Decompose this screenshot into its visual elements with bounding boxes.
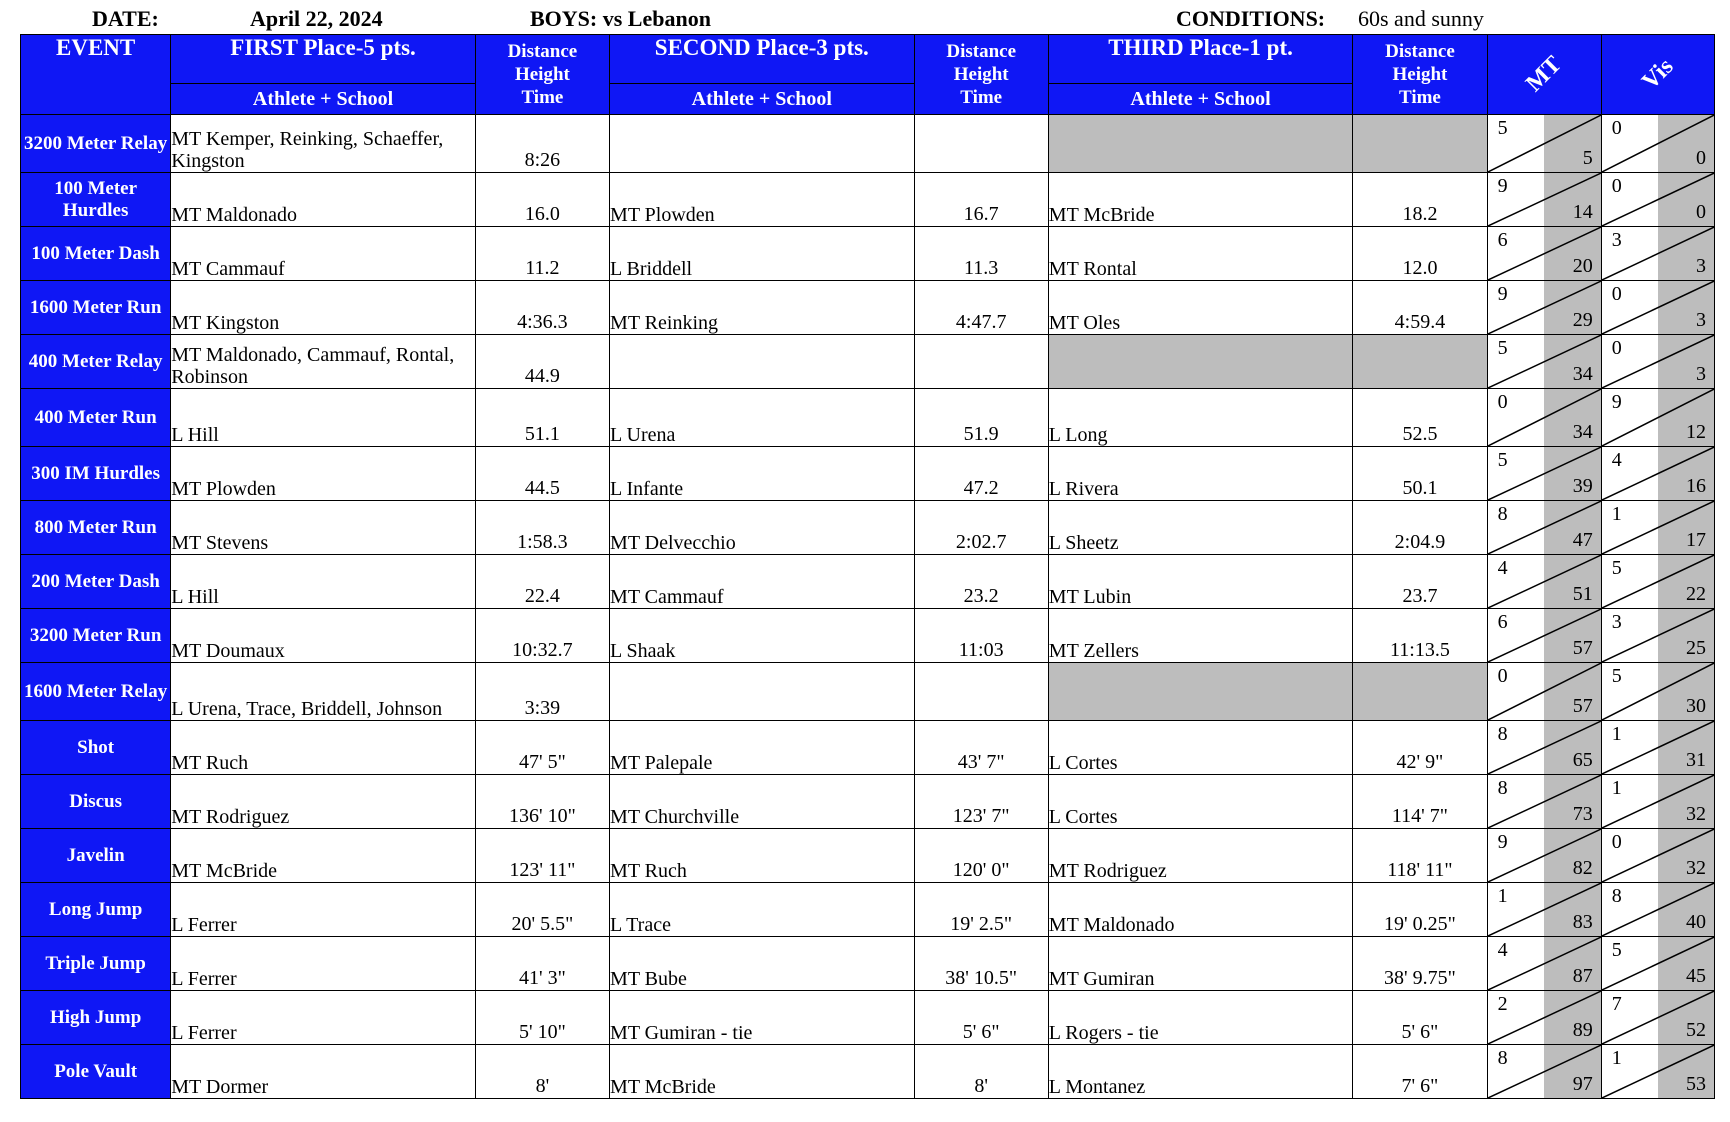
event-points: 0: [1611, 337, 1622, 359]
home-score: [1487, 281, 1601, 335]
home-score: [1487, 501, 1601, 555]
home-score: [1487, 389, 1601, 447]
running-total: 32: [1686, 857, 1706, 879]
second-athlete: MT Delvecchio: [610, 501, 915, 555]
third-mark: 50.1: [1353, 447, 1487, 501]
event-points: 3: [1611, 229, 1622, 251]
table-row: [21, 609, 1715, 663]
first-athlete: MT McBride: [171, 829, 476, 883]
visitor-score: [1601, 173, 1714, 227]
event-name: High Jump: [21, 991, 171, 1045]
event-points: 6: [1497, 611, 1508, 633]
first-mark: 22.4: [475, 555, 609, 609]
first-athlete: MT Kemper, Reinking, Schaeffer, Kingston: [171, 115, 476, 173]
event-points: 9: [1497, 283, 1508, 305]
second-athlete: [610, 663, 915, 721]
third-athlete: MT Rontal: [1048, 227, 1353, 281]
third-athlete: [1048, 335, 1353, 389]
header-second-mark: Distance Height Time: [914, 35, 1048, 115]
third-athlete: L Rivera: [1048, 447, 1353, 501]
running-total: 53: [1686, 1073, 1706, 1095]
first-mark: 20' 5.5": [475, 883, 609, 937]
meet-title: BOYS: vs Lebanon: [530, 6, 711, 31]
table-row: [21, 663, 1715, 721]
second-athlete: MT Reinking: [610, 281, 915, 335]
home-score: [1487, 663, 1601, 721]
event-points: 1: [1497, 885, 1508, 907]
header-first: FIRST Place-5 pts.: [171, 35, 476, 84]
third-mark: 2:04.9: [1353, 501, 1487, 555]
second-athlete: MT Palepale: [610, 721, 915, 775]
first-mark: 3:39: [475, 663, 609, 721]
third-mark: [1353, 335, 1487, 389]
running-total: 47: [1572, 529, 1593, 551]
running-total: 20: [1572, 255, 1593, 277]
event-points: 4: [1497, 557, 1508, 579]
running-total: 22: [1686, 583, 1706, 605]
first-mark: 16.0: [475, 173, 609, 227]
running-total: 73: [1572, 803, 1593, 825]
event-name: Discus: [21, 775, 171, 829]
third-athlete: [1048, 115, 1353, 173]
visitor-score: [1601, 447, 1714, 501]
third-mark: 7' 6": [1353, 1045, 1487, 1099]
third-mark: 52.5: [1353, 389, 1487, 447]
first-mark: 4:36.3: [475, 281, 609, 335]
running-total: 30: [1686, 695, 1706, 717]
table-row: [21, 227, 1715, 281]
table-row: [21, 991, 1715, 1045]
running-total: 34: [1572, 363, 1593, 385]
first-mark: 123' 11": [475, 829, 609, 883]
first-athlete: MT Maldonado, Cammauf, Rontal, Robinson: [171, 335, 476, 389]
first-mark: 8:26: [475, 115, 609, 173]
event-points: 1: [1611, 503, 1622, 525]
header-visitor-team: Vis: [1601, 35, 1714, 115]
event-name: 3200 Meter Run: [21, 609, 171, 663]
first-athlete: L Ferrer: [171, 937, 476, 991]
second-mark: 51.9: [914, 389, 1048, 447]
second-athlete: MT Bube: [610, 937, 915, 991]
event-name: 800 Meter Run: [21, 501, 171, 555]
visitor-score: [1601, 501, 1714, 555]
table-row: [21, 501, 1715, 555]
table-row: [21, 555, 1715, 609]
event-name: Pole Vault: [21, 1045, 171, 1099]
header-first-mark: Distance Height Time: [475, 35, 609, 115]
event-points: 5: [1497, 117, 1508, 139]
third-athlete: MT Maldonado: [1048, 883, 1353, 937]
home-score: [1487, 1045, 1601, 1099]
visitor-score: [1601, 1045, 1714, 1099]
running-total: 82: [1572, 857, 1593, 879]
second-athlete: L Urena: [610, 389, 915, 447]
third-mark: 11:13.5: [1353, 609, 1487, 663]
third-mark: 12.0: [1353, 227, 1487, 281]
visitor-score: [1601, 609, 1714, 663]
running-total: 25: [1686, 637, 1706, 659]
third-athlete: MT Rodriguez: [1048, 829, 1353, 883]
first-athlete: MT Maldonado: [171, 173, 476, 227]
second-mark: 123' 7": [914, 775, 1048, 829]
running-total: 89: [1572, 1019, 1593, 1041]
running-total: 83: [1572, 911, 1593, 933]
conditions-value: 60s and sunny: [1358, 6, 1484, 31]
second-athlete: MT Gumiran - tie: [610, 991, 915, 1045]
second-athlete: [610, 335, 915, 389]
visitor-score: [1601, 991, 1714, 1045]
event-points: 6: [1497, 229, 1508, 251]
visitor-score: [1601, 829, 1714, 883]
event-name: Long Jump: [21, 883, 171, 937]
table-row: [21, 721, 1715, 775]
visitor-score: [1601, 281, 1714, 335]
event-name: 3200 Meter Relay: [21, 115, 171, 173]
second-athlete: MT Ruch: [610, 829, 915, 883]
header-athlete-first: Athlete + School: [171, 84, 476, 115]
event-points: 8: [1497, 1047, 1508, 1069]
first-mark: 8': [475, 1045, 609, 1099]
visitor-score: [1601, 227, 1714, 281]
running-total: 39: [1572, 475, 1593, 497]
table-row: [21, 447, 1715, 501]
running-total: 3: [1696, 309, 1706, 331]
third-mark: 118' 11": [1353, 829, 1487, 883]
second-athlete: MT Plowden: [610, 173, 915, 227]
date-value: April 22, 2024: [250, 6, 383, 31]
running-total: 16: [1686, 475, 1706, 497]
conditions-label: CONDITIONS:: [1176, 6, 1326, 31]
event-points: 4: [1611, 449, 1622, 471]
running-total: 51: [1572, 583, 1593, 605]
second-mark: [914, 663, 1048, 721]
running-total: 3: [1696, 363, 1706, 385]
table-row: [21, 1045, 1715, 1099]
second-mark: 38' 10.5": [914, 937, 1048, 991]
first-athlete: MT Plowden: [171, 447, 476, 501]
event-points: 9: [1611, 391, 1622, 413]
event-points: 8: [1611, 885, 1622, 907]
first-athlete: L Hill: [171, 389, 476, 447]
third-mark: 38' 9.75": [1353, 937, 1487, 991]
table-row: [21, 775, 1715, 829]
running-total: 0: [1696, 147, 1706, 169]
first-athlete: MT Ruch: [171, 721, 476, 775]
table-row: [21, 937, 1715, 991]
event-points: 7: [1611, 993, 1622, 1015]
visitor-score: [1601, 937, 1714, 991]
second-athlete: MT Churchville: [610, 775, 915, 829]
third-athlete: MT Lubin: [1048, 555, 1353, 609]
event-points: 5: [1497, 449, 1508, 471]
event-name: 400 Meter Relay: [21, 335, 171, 389]
home-score: [1487, 883, 1601, 937]
first-mark: 1:58.3: [475, 501, 609, 555]
first-athlete: MT Doumaux: [171, 609, 476, 663]
third-athlete: L Cortes: [1048, 775, 1353, 829]
home-score: [1487, 991, 1601, 1045]
first-athlete: MT Dormer: [171, 1045, 476, 1099]
header-home-team: MT: [1487, 35, 1601, 115]
event-name: 100 Meter Dash: [21, 227, 171, 281]
event-name: 300 IM Hurdles: [21, 447, 171, 501]
second-mark: [914, 115, 1048, 173]
event-points: 0: [1611, 117, 1622, 139]
event-points: 0: [1497, 391, 1508, 413]
third-mark: 114' 7": [1353, 775, 1487, 829]
running-total: 32: [1686, 803, 1706, 825]
second-athlete: L Briddell: [610, 227, 915, 281]
event-name: 100 Meter Hurdles: [21, 173, 171, 227]
header-third-mark: Distance Height Time: [1353, 35, 1487, 115]
second-mark: 16.7: [914, 173, 1048, 227]
event-name: Shot: [21, 721, 171, 775]
first-mark: 10:32.7: [475, 609, 609, 663]
event-points: 3: [1611, 611, 1622, 633]
results-table: [20, 34, 1715, 1099]
visitor-score: [1601, 883, 1714, 937]
visitor-score: [1601, 663, 1714, 721]
running-total: 57: [1572, 637, 1593, 659]
visitor-score: [1601, 389, 1714, 447]
event-points: 8: [1497, 723, 1508, 745]
event-points: 9: [1497, 175, 1508, 197]
running-total: 57: [1572, 695, 1593, 717]
event-name: Triple Jump: [21, 937, 171, 991]
running-total: 40: [1686, 911, 1706, 933]
second-mark: 23.2: [914, 555, 1048, 609]
visitor-score: [1601, 335, 1714, 389]
first-mark: 5' 10": [475, 991, 609, 1045]
second-mark: 43' 7": [914, 721, 1048, 775]
running-total: 0: [1696, 201, 1706, 223]
third-mark: 42' 9": [1353, 721, 1487, 775]
event-points: 4: [1497, 939, 1508, 961]
second-mark: 8': [914, 1045, 1048, 1099]
second-athlete: MT McBride: [610, 1045, 915, 1099]
visitor-score: [1601, 721, 1714, 775]
second-mark: 4:47.7: [914, 281, 1048, 335]
home-score: [1487, 829, 1601, 883]
second-athlete: MT Cammauf: [610, 555, 915, 609]
second-athlete: [610, 115, 915, 173]
table-row: [21, 883, 1715, 937]
home-score: [1487, 609, 1601, 663]
event-points: 5: [1611, 939, 1622, 961]
event-points: 5: [1611, 557, 1622, 579]
third-athlete: MT Oles: [1048, 281, 1353, 335]
third-mark: 4:59.4: [1353, 281, 1487, 335]
visitor-score: [1601, 115, 1714, 173]
home-score: [1487, 721, 1601, 775]
event-points: 5: [1611, 665, 1622, 687]
event-name: Javelin: [21, 829, 171, 883]
event-points: 0: [1611, 283, 1622, 305]
second-athlete: L Infante: [610, 447, 915, 501]
third-athlete: [1048, 663, 1353, 721]
first-athlete: L Urena, Trace, Briddell, Johnson: [171, 663, 476, 721]
running-total: 45: [1686, 965, 1706, 987]
running-total: 3: [1696, 255, 1706, 277]
header-athlete-second: Athlete + School: [610, 84, 915, 115]
running-total: 65: [1572, 749, 1593, 771]
table-row: [21, 173, 1715, 227]
second-athlete: L Trace: [610, 883, 915, 937]
event-name: 1600 Meter Run: [21, 281, 171, 335]
first-mark: 47' 5": [475, 721, 609, 775]
first-mark: 136' 10": [475, 775, 609, 829]
second-mark: 120' 0": [914, 829, 1048, 883]
event-name: 400 Meter Run: [21, 389, 171, 447]
running-total: 17: [1686, 529, 1706, 551]
header-event: EVENT: [21, 35, 171, 115]
second-mark: 47.2: [914, 447, 1048, 501]
second-mark: 2:02.7: [914, 501, 1048, 555]
second-mark: 5' 6": [914, 991, 1048, 1045]
event-points: 8: [1497, 503, 1508, 525]
third-mark: 23.7: [1353, 555, 1487, 609]
event-points: 1: [1611, 777, 1622, 799]
table-row: [21, 281, 1715, 335]
home-score: [1487, 335, 1601, 389]
event-points: 8: [1497, 777, 1508, 799]
second-athlete: L Shaak: [610, 609, 915, 663]
first-athlete: L Ferrer: [171, 991, 476, 1045]
home-score: [1487, 937, 1601, 991]
home-score: [1487, 115, 1601, 173]
first-mark: 44.9: [475, 335, 609, 389]
second-mark: 19' 2.5": [914, 883, 1048, 937]
third-athlete: L Cortes: [1048, 721, 1353, 775]
third-athlete: L Sheetz: [1048, 501, 1353, 555]
second-mark: 11.3: [914, 227, 1048, 281]
home-score: [1487, 555, 1601, 609]
event-points: 9: [1497, 831, 1508, 853]
running-total: 12: [1686, 421, 1706, 443]
event-points: 1: [1611, 1047, 1622, 1069]
event-points: 0: [1611, 831, 1622, 853]
first-mark: 51.1: [475, 389, 609, 447]
header-athlete-third: Athlete + School: [1048, 84, 1353, 115]
event-points: 2: [1497, 993, 1508, 1015]
third-athlete: L Rogers - tie: [1048, 991, 1353, 1045]
header-second: SECOND Place-3 pts.: [610, 35, 915, 84]
running-total: 29: [1572, 309, 1593, 331]
home-score: [1487, 775, 1601, 829]
running-total: 87: [1572, 965, 1593, 987]
event-points: 0: [1497, 665, 1508, 687]
first-athlete: MT Rodriguez: [171, 775, 476, 829]
third-athlete: MT Gumiran: [1048, 937, 1353, 991]
first-athlete: MT Stevens: [171, 501, 476, 555]
event-name: 200 Meter Dash: [21, 555, 171, 609]
third-athlete: L Montanez: [1048, 1045, 1353, 1099]
visitor-score: [1601, 775, 1714, 829]
second-mark: [914, 335, 1048, 389]
first-athlete: MT Kingston: [171, 281, 476, 335]
third-mark: 19' 0.25": [1353, 883, 1487, 937]
first-mark: 11.2: [475, 227, 609, 281]
home-score: [1487, 173, 1601, 227]
home-score: [1487, 447, 1601, 501]
event-points: 1: [1611, 723, 1622, 745]
second-mark: 11:03: [914, 609, 1048, 663]
third-athlete: L Long: [1048, 389, 1353, 447]
first-mark: 41' 3": [475, 937, 609, 991]
event-points: 0: [1611, 175, 1622, 197]
third-athlete: MT McBride: [1048, 173, 1353, 227]
third-mark: 18.2: [1353, 173, 1487, 227]
third-mark: 5' 6": [1353, 991, 1487, 1045]
event-name: 1600 Meter Relay: [21, 663, 171, 721]
running-total: 5: [1582, 147, 1593, 169]
visitor-score: [1601, 555, 1714, 609]
table-row: [21, 829, 1715, 883]
first-athlete: L Ferrer: [171, 883, 476, 937]
first-athlete: MT Cammauf: [171, 227, 476, 281]
third-athlete: MT Zellers: [1048, 609, 1353, 663]
running-total: 31: [1686, 749, 1706, 771]
home-score: [1487, 227, 1601, 281]
date-label: DATE:: [92, 6, 159, 31]
third-mark: [1353, 115, 1487, 173]
first-athlete: L Hill: [171, 555, 476, 609]
header-third: THIRD Place-1 pt.: [1048, 35, 1353, 84]
running-total: 34: [1572, 421, 1593, 443]
first-mark: 44.5: [475, 447, 609, 501]
table-row: [21, 335, 1715, 389]
event-points: 5: [1497, 337, 1508, 359]
table-row: [21, 115, 1715, 173]
running-total: 97: [1572, 1073, 1593, 1095]
running-total: 14: [1572, 201, 1593, 223]
table-row: [21, 389, 1715, 447]
third-mark: [1353, 663, 1487, 721]
running-total: 52: [1686, 1019, 1706, 1041]
